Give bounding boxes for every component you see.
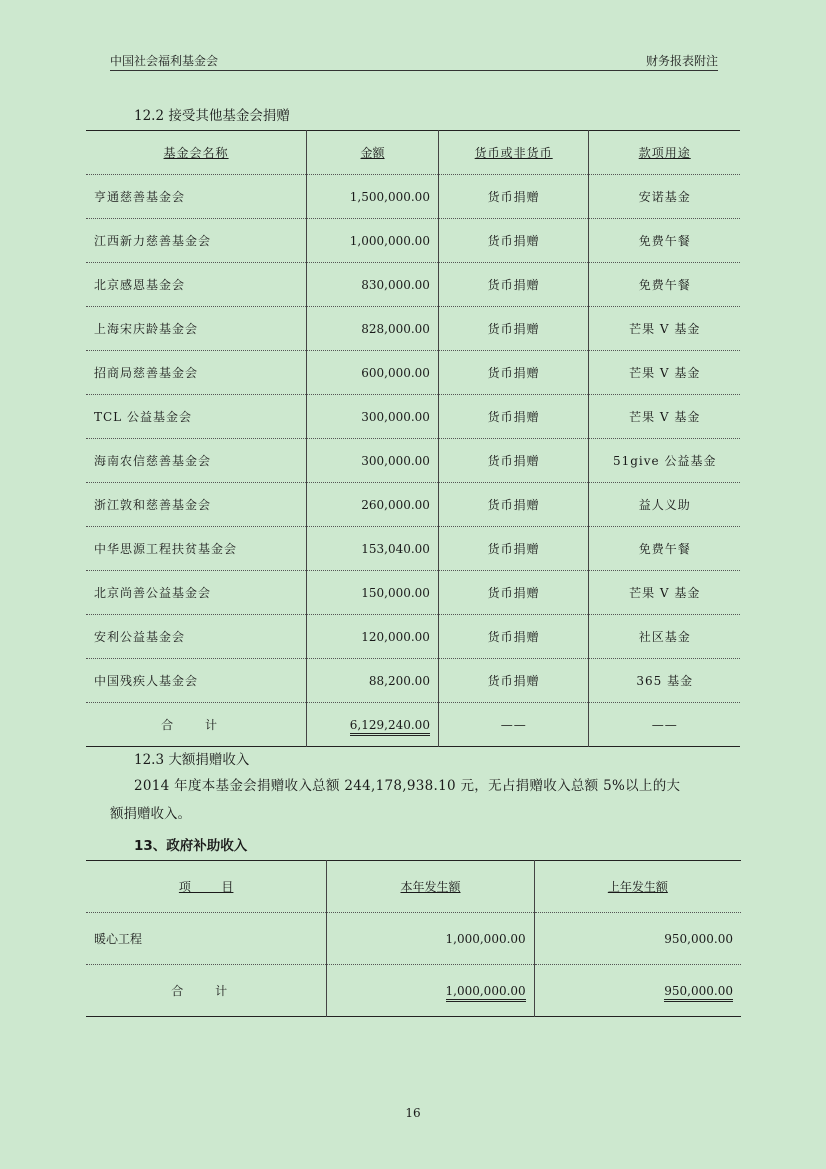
table-cell: 暖心工程: [86, 913, 327, 965]
column-header: [327, 861, 534, 913]
table-cell: 江西新力慈善基金会: [86, 219, 307, 263]
table-cell: 芒果 V 基金: [589, 351, 740, 395]
column-header-label: 上年发生额: [607, 880, 668, 894]
header-org-name: 中国社会福利基金会: [110, 54, 219, 68]
table-cell: 260,000.00: [307, 483, 439, 527]
total-amount: [307, 703, 439, 747]
column-header: [534, 861, 741, 913]
table-cell: TCL 公益基金会: [86, 395, 307, 439]
table-cell: 货币捐赠: [438, 483, 588, 527]
table-cell: 浙江敦和慈善基金会: [86, 483, 307, 527]
column-header: [86, 131, 307, 175]
column-header-label: 货币或非货币: [474, 146, 553, 160]
total-label-text: 合 计: [161, 718, 231, 732]
table-row: [86, 913, 741, 965]
table-cell: 货币捐赠: [438, 307, 588, 351]
table-cell: 海南农信慈善基金会: [86, 439, 307, 483]
column-header-label: 基金会名称: [163, 146, 229, 160]
table-row: [86, 307, 740, 351]
total-label: [86, 965, 327, 1017]
header-doc-title: 财务报表附注: [645, 54, 718, 68]
column-header-label: 项 目: [178, 880, 234, 894]
total-row: [86, 965, 741, 1017]
table-cell: 亨通慈善基金会: [86, 175, 307, 219]
section-12-3-title: 12.3 大额捐赠收入: [134, 752, 250, 768]
column-header: [438, 131, 588, 175]
table-header-row: [86, 861, 741, 913]
column-header-label: 款项用途: [638, 146, 691, 160]
table-row: [86, 615, 740, 659]
table-cell: 北京感恩基金会: [86, 263, 307, 307]
table-cell: 1,500,000.00: [307, 175, 439, 219]
total-current-value: 1,000,000.00: [446, 984, 526, 1002]
table-cell: 货币捐赠: [438, 219, 588, 263]
table-cell: 88,200.00: [307, 659, 439, 703]
table-cell: 120,000.00: [307, 615, 439, 659]
table-cell: 招商局慈善基金会: [86, 351, 307, 395]
table-row: [86, 439, 740, 483]
table-row: [86, 483, 740, 527]
table-row: [86, 659, 740, 703]
table-cell: 芒果 V 基金: [589, 307, 740, 351]
table-cell: 货币捐赠: [438, 615, 588, 659]
table-row: [86, 219, 740, 263]
table-cell: 1,000,000.00: [327, 913, 534, 965]
table-cell: 中国残疾人基金会: [86, 659, 307, 703]
column-header: [86, 861, 327, 913]
page-number: 16: [405, 1106, 421, 1120]
total-previous-value: 950,000.00: [664, 984, 733, 1002]
table-cell: 51give 公益基金: [589, 439, 740, 483]
table-row: [86, 527, 740, 571]
table-cell: 益人义助: [589, 483, 740, 527]
total-previous: [534, 965, 741, 1017]
table-cell: 950,000.00: [534, 913, 741, 965]
table-row: [86, 571, 740, 615]
table-cell: 北京尚善公益基金会: [86, 571, 307, 615]
table-cell: 上海宋庆龄基金会: [86, 307, 307, 351]
table-cell: 免费午餐: [589, 527, 740, 571]
table-cell: 300,000.00: [307, 439, 439, 483]
table-cell: 货币捐赠: [438, 659, 588, 703]
table-cell: 830,000.00: [307, 263, 439, 307]
table-cell: 货币捐赠: [438, 439, 588, 483]
column-header: [307, 131, 439, 175]
table-cell: 货币捐赠: [438, 571, 588, 615]
total-label-text: 合 计: [171, 984, 242, 998]
table-row: [86, 263, 740, 307]
table-cell: 365 基金: [589, 659, 740, 703]
government-subsidy-table: [86, 860, 741, 1017]
section-12-2-title: 12.2 接受其他基金会捐赠: [134, 108, 290, 124]
column-header-label: 金额: [360, 146, 385, 160]
table-cell: 货币捐赠: [438, 175, 588, 219]
total-amount-value: 6,129,240.00: [350, 718, 430, 736]
table-cell: 153,040.00: [307, 527, 439, 571]
section-12-3-paragraph-line1: 2014 年度本基金会捐赠收入总额 244,178,938.10 元，无占捐赠收入总额 5%以上的大: [134, 778, 681, 794]
section-13-title: 13、政府补助收入: [134, 838, 248, 854]
total-use: ——: [589, 703, 740, 747]
table-row: [86, 351, 740, 395]
table-cell: 828,000.00: [307, 307, 439, 351]
table-cell: 安诺基金: [589, 175, 740, 219]
table-cell: 芒果 V 基金: [589, 395, 740, 439]
table-header-row: [86, 131, 740, 175]
table-cell: 货币捐赠: [438, 527, 588, 571]
section-12-3-paragraph-line2: 额捐赠收入。: [110, 806, 191, 822]
total-label: [86, 703, 307, 747]
table-cell: 1,000,000.00: [307, 219, 439, 263]
table-row: [86, 395, 740, 439]
table-cell: 社区基金: [589, 615, 740, 659]
foundation-donations-table: [86, 130, 740, 747]
total-current: [327, 965, 534, 1017]
column-header-label: 本年发生额: [400, 880, 461, 894]
total-row: [86, 703, 740, 747]
table-cell: 安利公益基金会: [86, 615, 307, 659]
table-cell: 150,000.00: [307, 571, 439, 615]
table-cell: 300,000.00: [307, 395, 439, 439]
table-cell: 芒果 V 基金: [589, 571, 740, 615]
table-cell: 600,000.00: [307, 351, 439, 395]
table-row: [86, 175, 740, 219]
column-header: [589, 131, 740, 175]
page-header: [110, 50, 718, 71]
table-cell: 货币捐赠: [438, 395, 588, 439]
table-cell: 免费午餐: [589, 219, 740, 263]
total-type: ——: [438, 703, 588, 747]
table-cell: 中华思源工程扶贫基金会: [86, 527, 307, 571]
table-cell: 货币捐赠: [438, 263, 588, 307]
table-cell: 免费午餐: [589, 263, 740, 307]
table-cell: 货币捐赠: [438, 351, 588, 395]
